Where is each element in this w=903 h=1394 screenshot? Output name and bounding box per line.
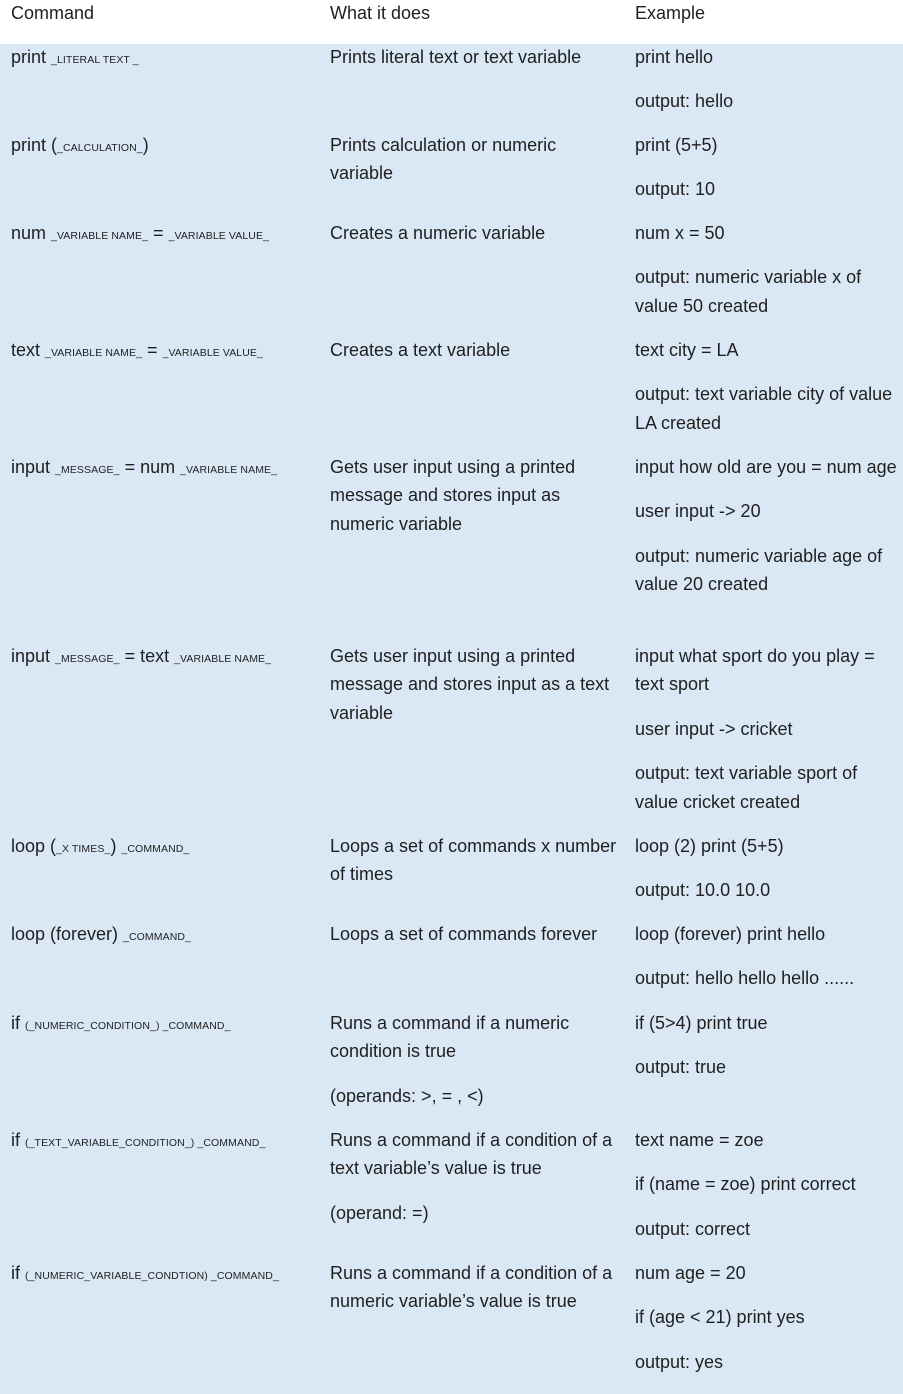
example-line: output: true	[635, 1057, 727, 1078]
description-cell	[330, 1009, 620, 1110]
command-keyword: input	[11, 646, 56, 666]
command-placeholder: _COMMAND_	[121, 843, 190, 855]
description-text: Gets user input using a printed message and stores input as a text variable	[330, 646, 610, 723]
command-keyword: )	[142, 135, 149, 155]
example-cell	[635, 43, 897, 116]
example-cell	[635, 131, 897, 204]
example-cell	[635, 453, 897, 599]
example-line: output: text variable city of value LA created	[635, 384, 893, 433]
description-cell	[330, 920, 620, 948]
example-line: user input -> cricket	[635, 718, 793, 739]
example-line: output: text variable sport of value cricket created	[635, 763, 858, 812]
command-placeholder: _X TIMES_	[56, 843, 111, 855]
description-text: Runs a command if a numeric condition is true	[330, 1013, 570, 1062]
header-command: Command	[11, 3, 95, 23]
description-text: Runs a command if a condition of a numeric variable’s value is true	[330, 1263, 613, 1312]
example-line: num x = 50	[635, 223, 725, 243]
example-line: loop (forever) print hello	[635, 924, 826, 944]
description-cell	[330, 1126, 620, 1227]
description-text: Prints calculation or numeric variable	[330, 135, 557, 184]
example-cell	[635, 832, 897, 905]
command-placeholder: _COMMAND_	[123, 931, 192, 943]
command-cell	[11, 1013, 311, 1036]
example-cell	[635, 920, 897, 993]
example-line: output: 10	[635, 179, 716, 200]
example-line: output: hello hello hello ......	[635, 968, 855, 989]
command-keyword: =	[142, 340, 163, 360]
command-keyword: if	[11, 1263, 26, 1283]
description-text: Loops a set of commands x number of times	[330, 836, 617, 885]
description-text: Loops a set of commands forever	[330, 924, 598, 944]
example-line: print hello	[635, 47, 714, 67]
example-line: num age = 20	[635, 1263, 746, 1283]
example-line: output: numeric variable x of value 50 created	[635, 267, 862, 316]
example-line: user input -> 20	[635, 501, 761, 522]
command-keyword: input	[11, 457, 56, 477]
command-cell	[11, 135, 311, 158]
header-example: Example	[635, 3, 706, 23]
command-keyword: text	[11, 340, 46, 360]
command-keyword: num	[11, 223, 52, 243]
description-text: (operand: =)	[330, 1202, 429, 1223]
command-cell	[11, 457, 311, 480]
command-keyword: = num	[119, 457, 181, 477]
command-placeholder: _VARIABLE NAME_	[180, 464, 278, 476]
command-keyword: if	[11, 1013, 26, 1033]
description-text: Gets user input using a printed message and stores input as numeric variable	[330, 457, 576, 534]
example-line: output: 10.0 10.0	[635, 880, 771, 901]
description-cell	[330, 219, 620, 247]
example-line: text name = zoe	[635, 1130, 764, 1150]
command-cell	[11, 47, 311, 70]
example-line: if (5>4) print true	[635, 1013, 768, 1033]
command-placeholder: (_NUMERIC_VARIABLE_CONDTION) _COMMAND_	[25, 1270, 279, 1282]
command-keyword: loop (	[11, 836, 57, 856]
command-keyword: )	[110, 836, 122, 856]
description-cell	[330, 43, 620, 71]
command-placeholder: _VARIABLE NAME_	[51, 230, 149, 242]
description-text: Creates a text variable	[330, 340, 511, 360]
command-cell	[11, 1130, 311, 1153]
command-cell	[11, 646, 311, 669]
command-placeholder: _VARIABLE NAME_	[45, 347, 143, 359]
command-placeholder: _VARIABLE VALUE_	[162, 347, 263, 359]
command-keyword: = text	[119, 646, 175, 666]
description-cell	[330, 832, 620, 889]
example-line: if (age < 21) print yes	[635, 1307, 805, 1328]
command-placeholder: (_NUMERIC_CONDITION_) _COMMAND_	[25, 1020, 231, 1032]
command-cell	[11, 223, 311, 246]
command-keyword: print (	[11, 135, 58, 155]
header-what-it-does: What it does	[330, 3, 431, 23]
command-keyword: print	[11, 47, 52, 67]
example-cell	[635, 1259, 897, 1376]
table-header	[0, 0, 903, 44]
command-keyword: =	[148, 223, 169, 243]
example-line: output: yes	[635, 1351, 724, 1372]
description-cell	[330, 131, 620, 188]
example-line: input how old are you = num age	[635, 457, 897, 477]
description-text: (operands: >, = , <)	[330, 1085, 484, 1106]
command-placeholder: _VARIABLE NAME_	[174, 653, 272, 665]
example-line: output: hello	[635, 91, 734, 112]
description-cell	[330, 1259, 620, 1316]
example-cell	[635, 1126, 897, 1243]
example-line: text city = LA	[635, 340, 739, 360]
description-cell	[330, 642, 620, 727]
example-line: if (name = zoe) print correct	[635, 1174, 856, 1195]
command-cell	[11, 836, 311, 859]
command-placeholder: _VARIABLE VALUE_	[168, 230, 269, 242]
example-cell	[635, 336, 897, 437]
example-line: input what sport do you play = text sport	[635, 646, 875, 695]
example-line: output: correct	[635, 1218, 751, 1239]
command-placeholder: _MESSAGE_	[55, 653, 120, 665]
description-cell	[330, 336, 620, 364]
command-cell	[11, 1263, 311, 1286]
example-cell	[635, 1009, 897, 1082]
command-placeholder: (_TEXT_VARIABLE_CONDITION_) _COMMAND_	[25, 1137, 266, 1149]
example-cell	[635, 219, 897, 320]
example-line: output: numeric variable age of value 20 created	[635, 545, 883, 595]
command-cell	[11, 340, 311, 363]
description-cell	[330, 453, 620, 538]
command-cell	[11, 924, 311, 947]
command-placeholder: _MESSAGE_	[55, 464, 120, 476]
command-keyword: loop (forever)	[11, 924, 124, 944]
command-placeholder: _LITERAL TEXT _	[51, 54, 139, 66]
description-text: Prints literal text or text variable	[330, 47, 582, 67]
example-line: loop (2) print (5+5)	[635, 836, 784, 856]
example-cell	[635, 642, 897, 816]
command-placeholder: _CALCULATION_	[57, 142, 143, 154]
description-text: Creates a numeric variable	[330, 223, 546, 243]
description-text: Runs a command if a condition of a text variable’s value is true	[330, 1130, 613, 1179]
command-keyword: if	[11, 1130, 26, 1150]
example-line: print (5+5)	[635, 135, 718, 155]
